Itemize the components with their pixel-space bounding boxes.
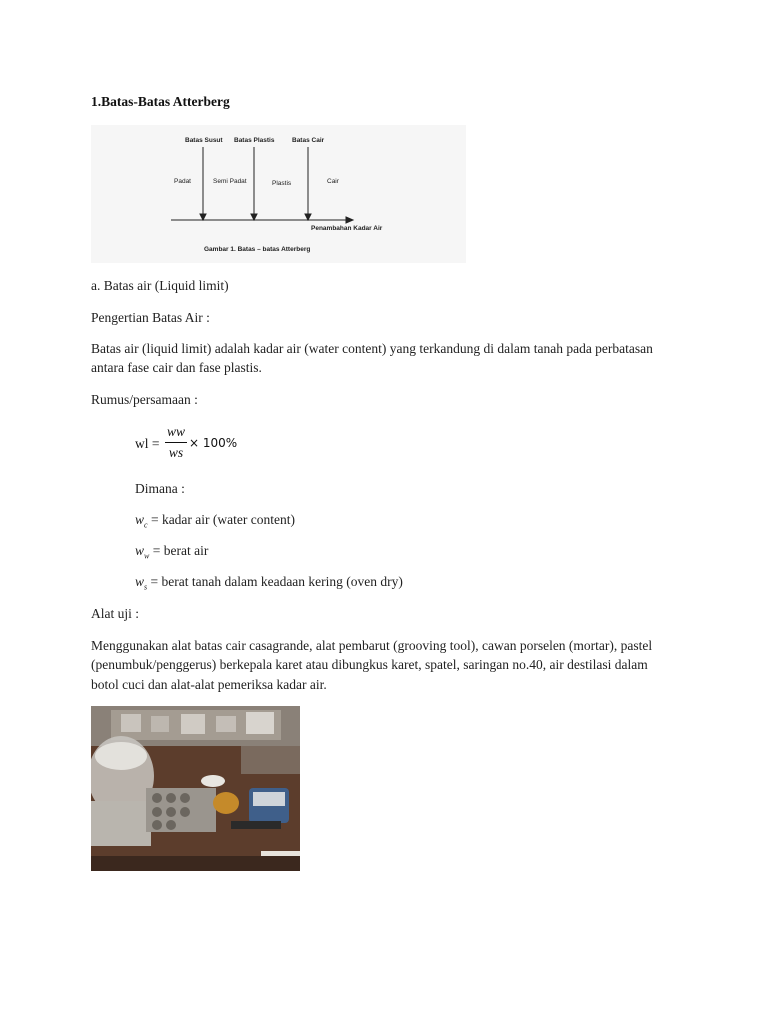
zone-semi-padat: Semi Padat xyxy=(213,178,247,185)
rumus-title: Rumus/persamaan : xyxy=(91,392,198,407)
axis-arrowhead xyxy=(346,217,353,223)
formula-numerator: ww xyxy=(166,424,185,439)
plastic-limit-arrow xyxy=(251,214,257,220)
var-symbol: w xyxy=(135,543,145,558)
atterberg-diagram xyxy=(91,125,466,263)
var-symbol: w xyxy=(135,574,145,589)
axis-label: Penambahan Kadar Air xyxy=(311,225,383,232)
lab-equipment-photo xyxy=(91,706,300,871)
var-description: = berat air xyxy=(152,543,209,558)
section-heading: 1.Batas-Batas Atterberg xyxy=(91,94,230,109)
dimana-label: Dimana : xyxy=(135,481,185,496)
lab-photo-illustration xyxy=(91,706,300,871)
zone-cair: Cair xyxy=(327,178,339,185)
label-batas-susut: Batas Susut xyxy=(185,137,223,144)
zone-padat: Padat xyxy=(174,178,191,185)
subsection-title: a. Batas air (Liquid limit) xyxy=(91,278,229,293)
var-subscript: c xyxy=(144,520,148,530)
alat-line-2: (penumbuk/penggerus) berkepala karet atau dibungkus karet, spatel, saringan no.40, air destilasi dalam xyxy=(91,657,648,672)
var-symbol: w xyxy=(135,512,145,527)
formula-fraction xyxy=(165,424,187,461)
var-description: = berat tanah dalam keadaan kering (oven dry) xyxy=(150,574,403,589)
definition-line-1: Batas air (liquid limit) adalah kadar air (water content) yang terkandung di dalam tanah pada perbatasan xyxy=(91,341,653,356)
shrinkage-limit-arrow xyxy=(200,214,206,220)
alat-line-1: Menggunakan alat batas cair casagrande, alat pembarut (grooving tool), cawan porselen (mortar), pastel xyxy=(91,638,653,653)
pengertian-title: Pengertian Batas Air : xyxy=(91,310,210,325)
definition-line-2: antara fase cair dan fase plastis. xyxy=(91,360,262,375)
var-subscript: s xyxy=(144,582,148,592)
formula-denominator: ws xyxy=(168,445,184,460)
fraction-bar xyxy=(165,442,187,443)
zone-plastis: Plastis xyxy=(272,180,292,187)
alat-line-3: botol cuci dan alat-alat pemeriksa kadar air. xyxy=(91,677,327,692)
variable-wc xyxy=(135,510,295,535)
variable-ww xyxy=(135,541,208,566)
var-description: = kadar air (water content) xyxy=(150,512,295,527)
formula-lhs: wl = xyxy=(135,436,160,451)
atterberg-limits-figure xyxy=(91,125,466,263)
figure-caption: Gambar 1. Batas – batas Atterberg xyxy=(204,246,311,253)
var-subscript: w xyxy=(144,551,150,561)
label-batas-cair: Batas Cair xyxy=(292,137,325,144)
variable-ws xyxy=(135,572,403,597)
liquid-limit-arrow xyxy=(305,214,311,220)
alat-title: Alat uji : xyxy=(91,606,139,621)
formula-rhs: × 100% xyxy=(189,436,238,450)
label-batas-plastis: Batas Plastis xyxy=(234,137,275,144)
